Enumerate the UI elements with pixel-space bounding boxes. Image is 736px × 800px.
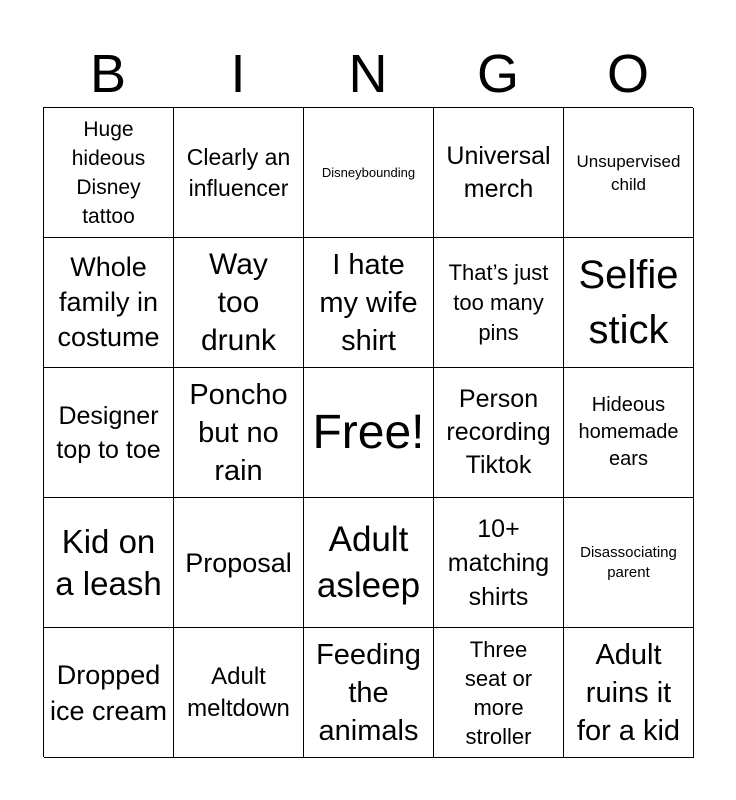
bingo-header: [43, 40, 693, 108]
cell-text: Three seat or more stroller: [464, 636, 533, 749]
bingo-cell-2-4[interactable]: [434, 238, 564, 368]
cell-text: Adult asleep: [316, 519, 421, 605]
cell-text: Poncho but no rain: [189, 378, 288, 487]
bingo-cell-4-4[interactable]: [434, 498, 564, 628]
bingo-cell-4-5[interactable]: [564, 498, 694, 628]
header-letter-n: N: [348, 44, 388, 104]
bingo-cell-5-1[interactable]: [44, 628, 174, 758]
header-letter-b: B: [89, 44, 127, 104]
cell-text: Adult ruins it for a kid: [576, 638, 681, 747]
cell-text: That’s just too many pins: [448, 259, 549, 345]
header-letter-g: G: [476, 44, 519, 104]
bingo-cell-5-3[interactable]: [304, 628, 434, 758]
bingo-cell-2-1[interactable]: [44, 238, 174, 368]
bingo-cell-5-2[interactable]: [174, 628, 304, 758]
bingo-cell-5-5[interactable]: [564, 628, 694, 758]
bingo-cell-5-4[interactable]: [434, 628, 564, 758]
bingo-cell-3-5[interactable]: [564, 368, 694, 498]
bingo-cell-3-2[interactable]: [174, 368, 304, 498]
cell-text: Feeding the animals: [316, 638, 421, 747]
bingo-cell-3-3-free[interactable]: [304, 368, 434, 498]
bingo-cell-2-3[interactable]: [304, 238, 434, 368]
bingo-cell-1-2[interactable]: [174, 108, 304, 238]
bingo-cell-2-2[interactable]: [174, 238, 304, 368]
cell-text: Hideous homemade ears: [578, 394, 679, 470]
bingo-cell-1-4[interactable]: [434, 108, 564, 238]
cell-text: Huge hideous Disney tattoo: [71, 117, 146, 228]
cell-text: Proposal: [185, 547, 292, 578]
cell-text: Designer top to toe: [56, 401, 161, 464]
cell-text: Clearly an influencer: [186, 143, 291, 201]
bingo-cell-3-4[interactable]: [434, 368, 564, 498]
bingo-cell-2-5[interactable]: [564, 238, 694, 368]
cell-text: Adult meltdown: [187, 662, 290, 722]
bingo-cell-1-1[interactable]: [44, 108, 174, 238]
cell-text: Dropped ice cream: [49, 659, 168, 726]
bingo-cell-4-1[interactable]: [44, 498, 174, 628]
bingo-cell-1-3[interactable]: [304, 108, 434, 238]
header-letter-o: O: [606, 44, 649, 104]
cell-text: Selfie stick: [578, 252, 679, 352]
bingo-cell-3-1[interactable]: [44, 368, 174, 498]
cell-text: Disassociating parent: [580, 543, 677, 581]
bingo-grid: [43, 107, 693, 757]
bingo-cell-4-3[interactable]: [304, 498, 434, 628]
bingo-cell-1-5[interactable]: [564, 108, 694, 238]
cell-text: I hate my wife shirt: [319, 248, 418, 357]
bingo-cell-4-2[interactable]: [174, 498, 304, 628]
cell-text: Unsupervised child: [576, 151, 681, 194]
cell-text: Whole family in costume: [57, 252, 160, 352]
cell-text: Person recording Tiktok: [446, 385, 551, 479]
cell-text: Kid on a leash: [55, 522, 162, 602]
header-letter-i: I: [230, 44, 246, 104]
cell-text: Free!: [312, 405, 425, 459]
cell-text: Way too drunk: [200, 247, 277, 357]
cell-text: 10+ matching shirts: [447, 514, 550, 611]
cell-text: Universal merch: [446, 141, 551, 203]
cell-text: Disneybounding: [321, 164, 416, 180]
